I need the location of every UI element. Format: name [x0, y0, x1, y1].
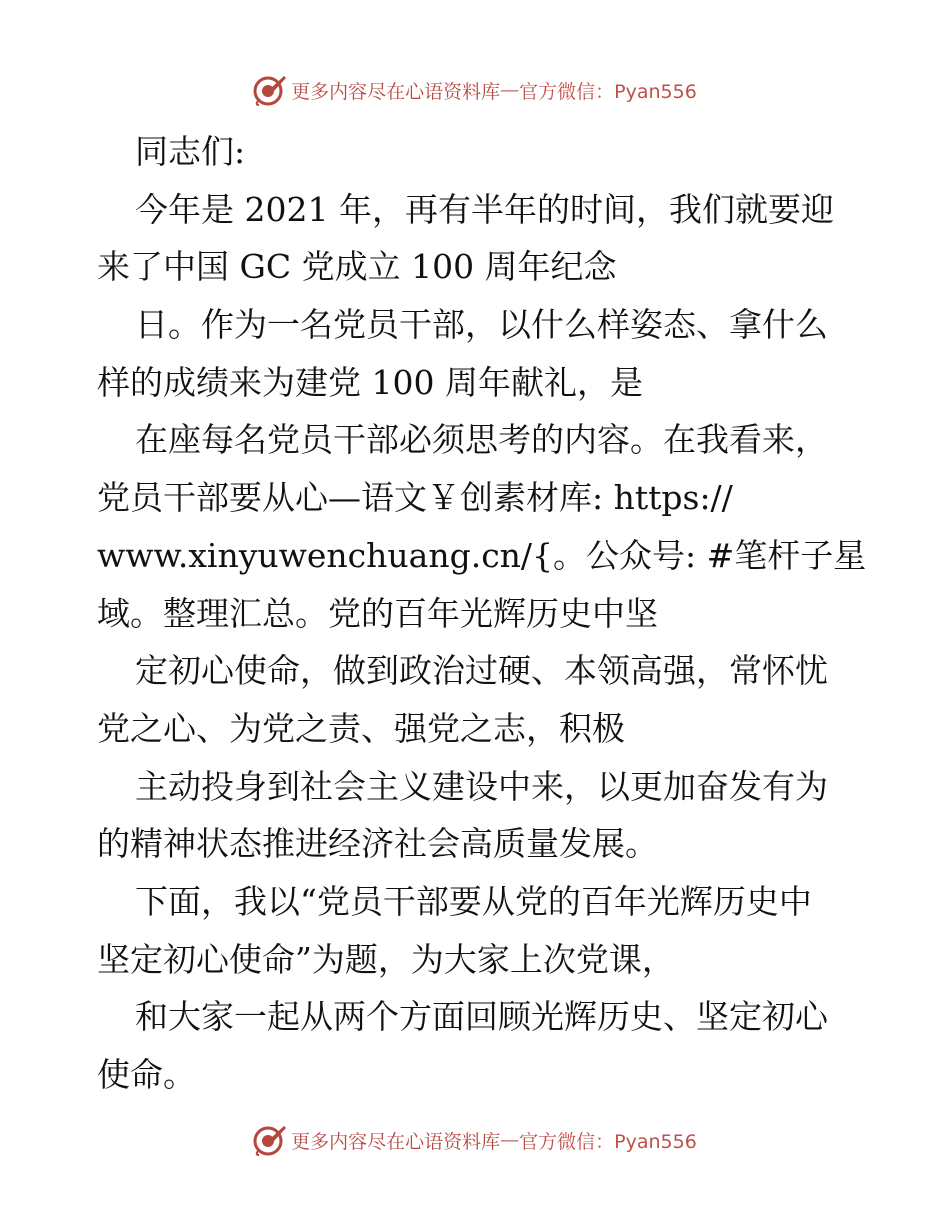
text-line: 坚定初心使命”为题，为大家上次党课， — [97, 939, 675, 979]
text-line: 主动投身到社会主义建设中来，以更加奋发有为 — [135, 766, 828, 806]
text-line: 样的成绩来为建党 100 周年献礼，是 — [97, 362, 643, 402]
footer-wechat-text: 官方微信：Pyan556 — [519, 1130, 697, 1153]
header-banner — [0, 70, 950, 110]
text-line: 来了中国 GC 党成立 100 周年纪念 — [97, 247, 617, 287]
text-line: 日。作为一名党员干部，以什么样姿态、拿什么 — [135, 305, 828, 345]
footer-banner — [0, 1120, 950, 1160]
text-line: 在座每名党员干部必须思考的内容。在我看来， — [135, 420, 828, 460]
text-line: 和大家一起从两个方面回顾光辉历史、坚定初心 — [135, 997, 828, 1037]
text-line: 下面，我以“党员干部要从党的百年光辉历史中 — [135, 881, 812, 921]
header-separator: — — [500, 79, 520, 101]
text-line: 定初心使命，做到政治过硬、本领高强，常怀忧 — [135, 651, 828, 691]
text-line: www.xinyuwenchuang.cn/{。公众号: #笔杆子星 — [97, 535, 867, 575]
pen-logo-icon — [253, 1123, 287, 1157]
header-brand-text: 更多内容尽在心语资料库 — [291, 80, 501, 103]
text-line: 今年是 2021 年，再有半年的时间，我们就要迎 — [135, 189, 834, 229]
text-line: 党员干部要从心—语文￥创素材库: https:// — [97, 478, 733, 518]
body-text — [97, 123, 867, 1104]
pen-logo-icon — [253, 73, 287, 107]
footer-brand-text: 更多内容尽在心语资料库 — [291, 1130, 501, 1153]
text-line: 同志们: — [135, 132, 246, 171]
footer-separator: — — [500, 1129, 520, 1151]
text-line: 使命。 — [97, 1055, 196, 1094]
text-line: 域。整理汇总。党的百年光辉历史中坚 — [97, 593, 658, 633]
text-line: 党之心、为党之责、强党之志，积极 — [97, 708, 625, 748]
text-line: 的精神状态推进经济社会高质量发展。 — [97, 824, 658, 864]
header-wechat-text: 官方微信：Pyan556 — [519, 80, 697, 103]
